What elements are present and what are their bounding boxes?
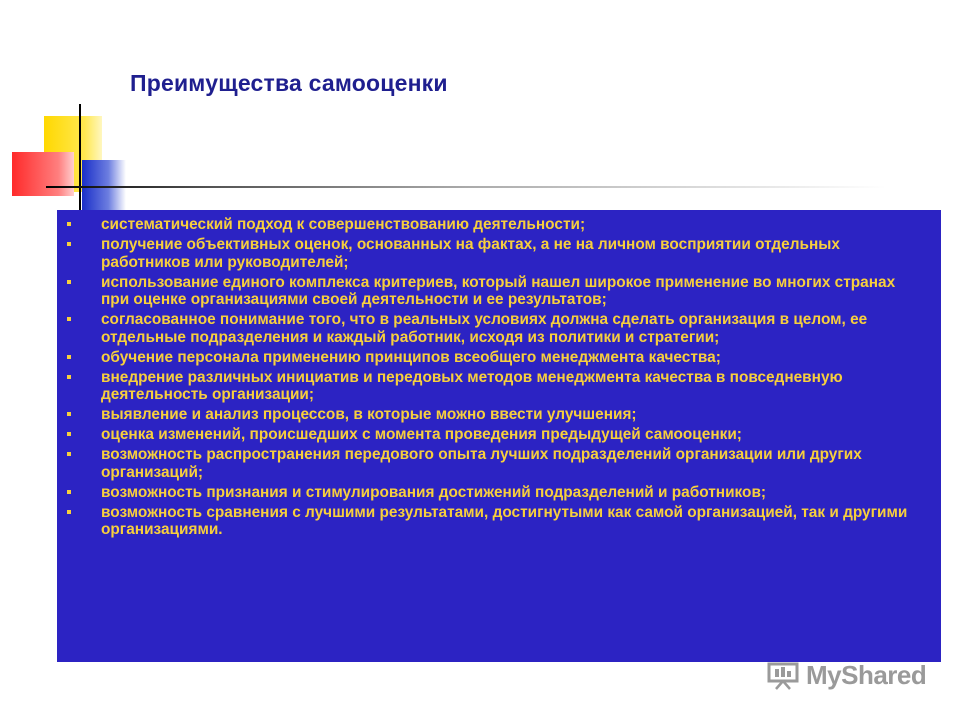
bullet-text: получение объективных оценок, основанных на фактах, а не на личном восприятии отдельных работников или руководителей; [101,235,840,271]
bullet-text: возможность признания и стимулирования достижений подразделений и работников; [101,483,767,501]
bullet-square-icon [67,222,71,226]
bullet-text: оценка изменений, происшедших с момента проведения предыдущей самооценки; [101,426,742,444]
bullet-square-icon [67,510,71,514]
bullet-square-icon [67,412,71,416]
bullet-list [67,216,923,539]
content-panel [57,210,941,662]
decorative-red-block [12,152,74,196]
bullet-item [67,426,923,444]
bullet-text: использование единого комплекса критериев, который нашел широкое применение во многих странах при оценке организациями своей деятельности и ее результатов; [101,273,896,309]
bullet-square-icon [67,452,71,456]
myshared-watermark [766,658,926,692]
bullet-item [67,236,923,271]
bullet-item [67,446,923,481]
bullet-item [67,349,923,367]
bullet-item [67,504,923,539]
bullet-text: согласованное понимание того, что в реальных условиях должна сделать организация в целом, ее отдельные подразделения и каждый работник, исходя из политики и стратегии; [101,311,868,346]
bullet-item [67,216,923,234]
bullet-text: выявление и анализ процессов, в которые можно ввести улучшения; [101,406,637,424]
bullet-item [67,311,923,346]
decorative-horizontal-rule [46,186,886,188]
bullet-text: обучение персонала применению принципов всеобщего менеджмента качества; [101,348,721,366]
bullet-square-icon [67,317,71,321]
bullet-item [67,274,923,309]
bullet-item [67,406,923,424]
bullet-text: систематический подход к совершенствованию деятельности; [101,216,586,233]
decorative-vertical-line [79,104,81,222]
watermark-text: MyShared [806,659,927,690]
bullet-item [67,369,923,404]
bullet-square-icon [67,490,71,494]
bullet-square-icon [67,280,71,284]
bullet-square-icon [67,432,71,436]
bullet-square-icon [67,355,71,359]
bullet-text: возможность распространения передового опыта лучших подразделений организации или других организаций; [101,446,862,481]
slide-title: Преимущества самооценки [130,70,448,96]
bullet-item [67,484,923,502]
bullet-square-icon [67,375,71,379]
bullet-text: возможность сравнения с лучшими результатами, достигнутыми как самой организацией, так и другими организациями. [101,503,908,539]
bullet-text: внедрение различных инициатив и передовых методов менеджмента качества в повседневную деятельность организации; [101,368,843,404]
bullet-square-icon [67,242,71,246]
presentation-board-icon [766,660,800,690]
